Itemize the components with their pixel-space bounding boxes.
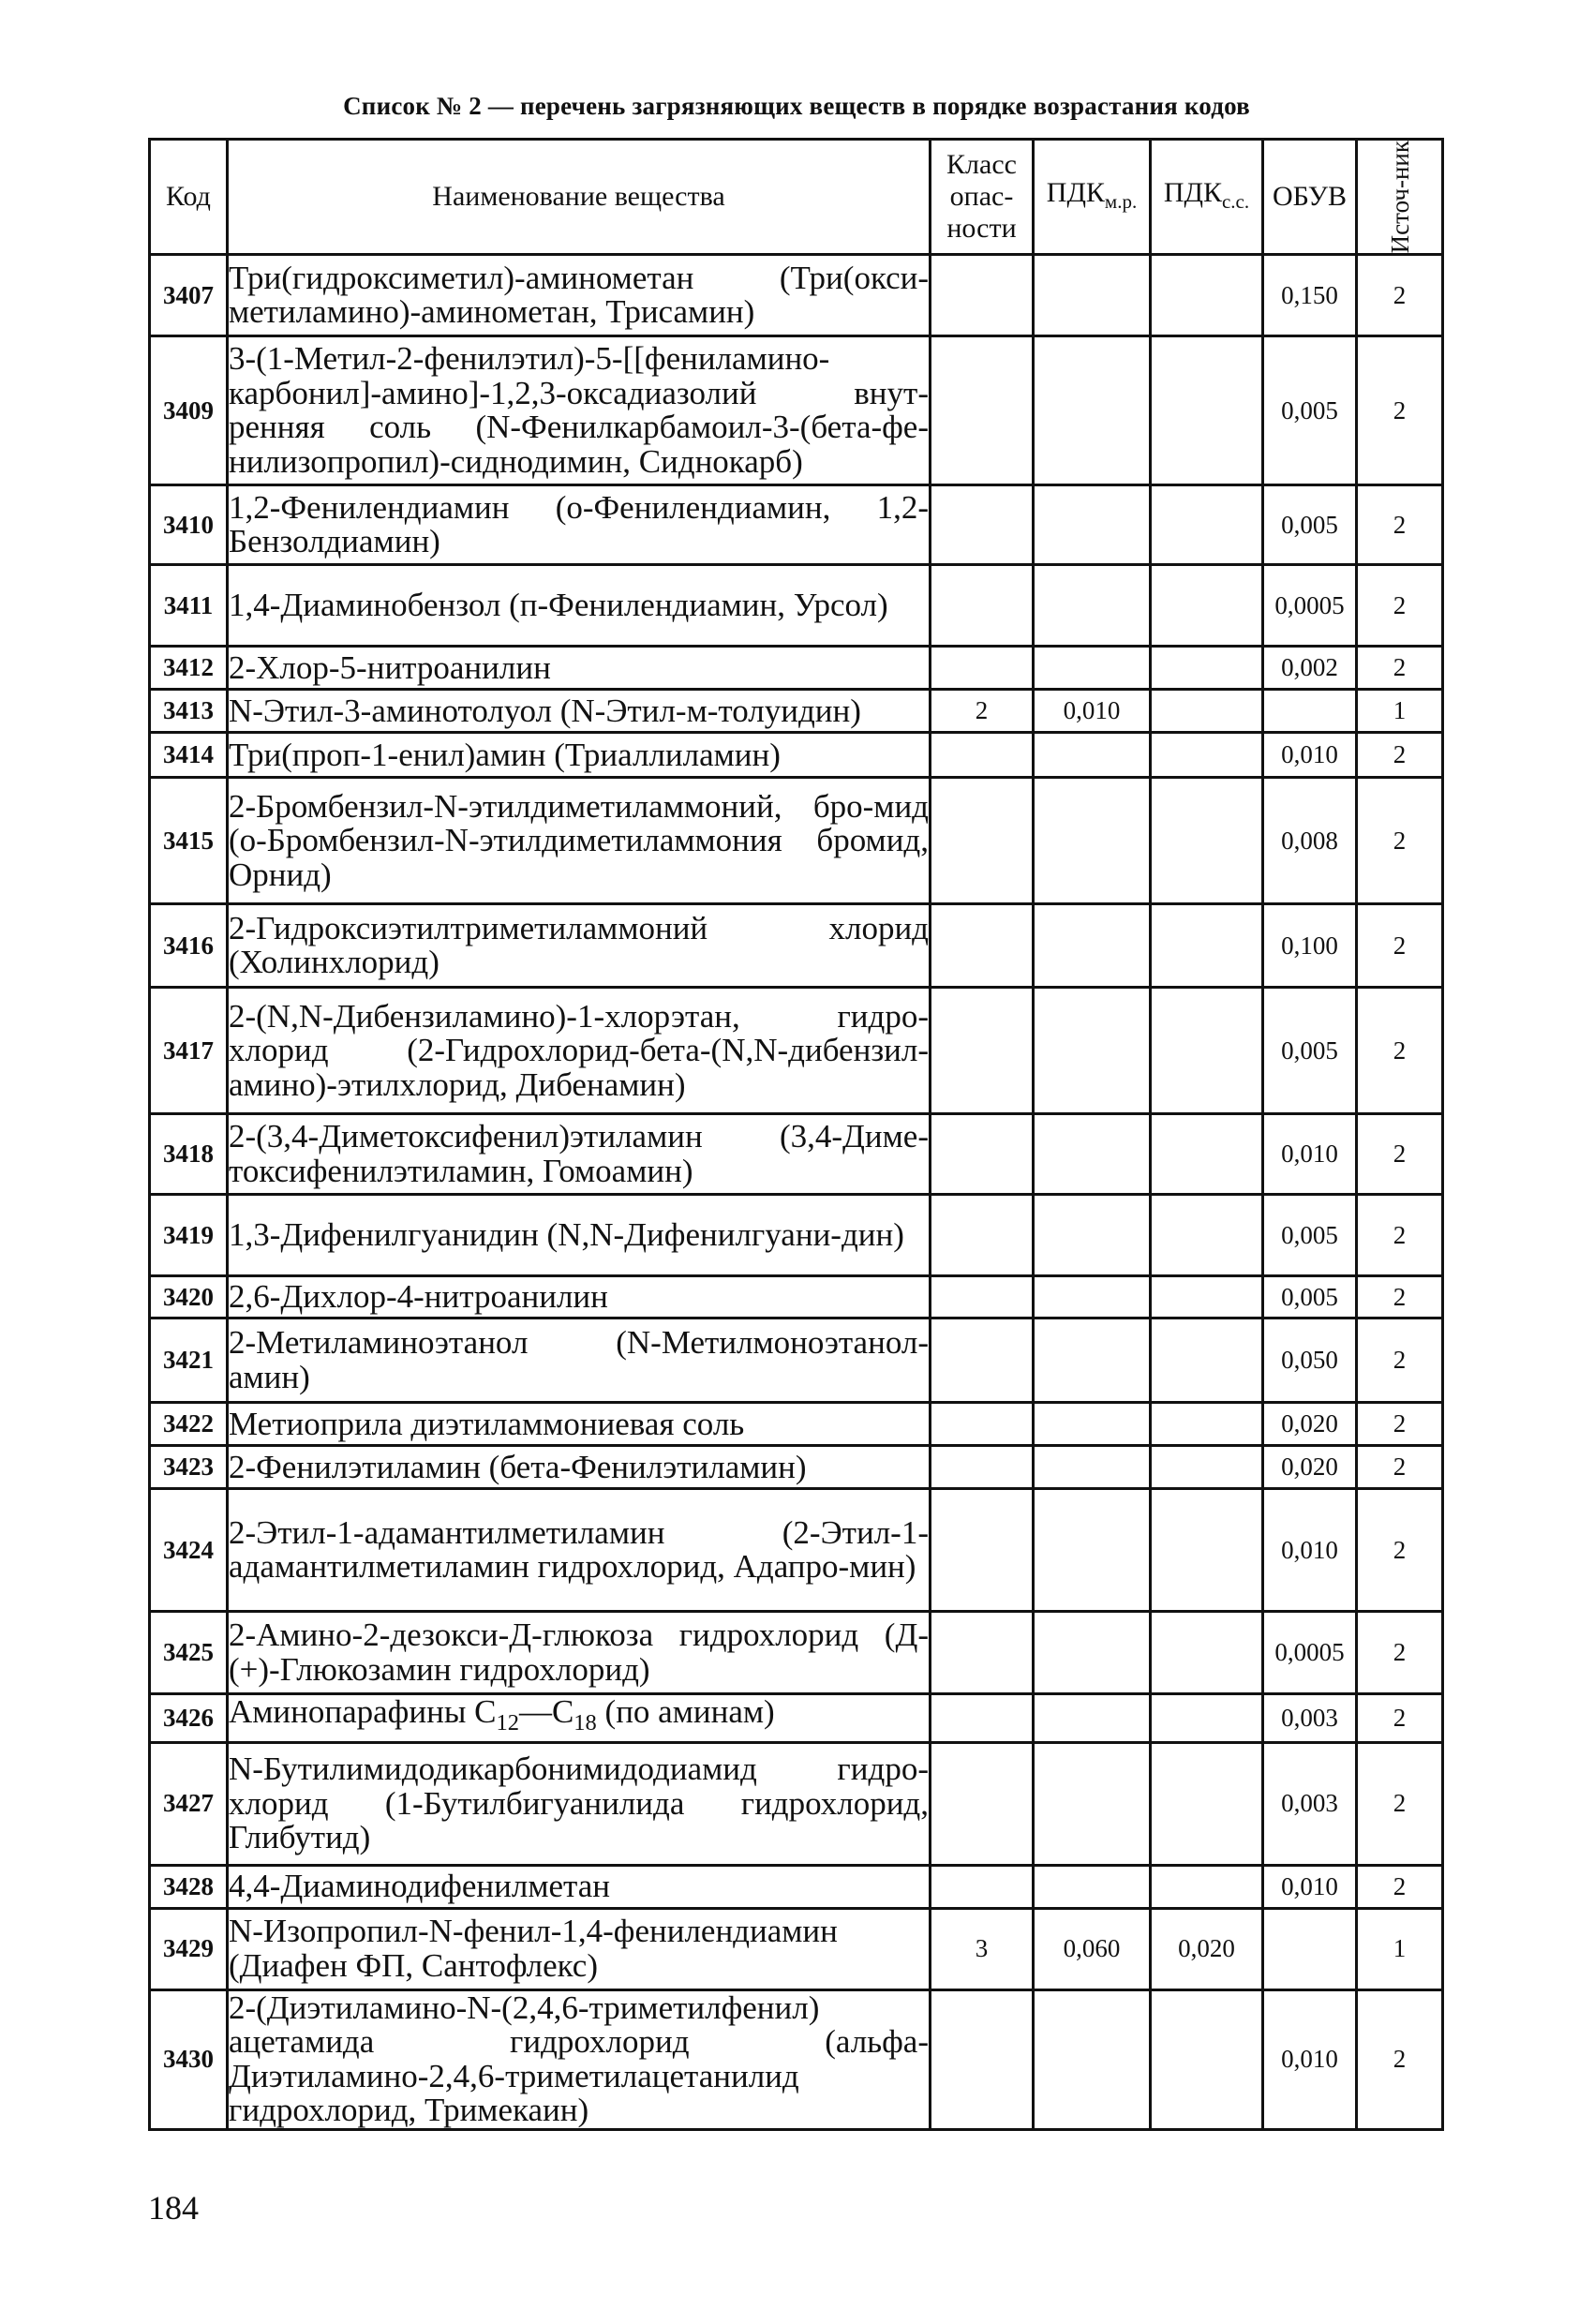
table-row [150,565,1443,647]
table-row [150,1489,1443,1612]
cell-obuv: 0,010 [1263,733,1357,778]
cell-code: 3425 [150,1612,228,1694]
cell-source: 2 [1357,1612,1443,1694]
cell-code: 3416 [150,904,228,988]
cell-pdk-mr [1034,1742,1151,1865]
cell-source: 2 [1357,647,1443,690]
cell-pdk-mr [1034,1446,1151,1489]
table-row [150,647,1443,690]
header-pdk-mr [1034,140,1151,255]
cell-pdk-mr [1034,485,1151,565]
cell-source: 2 [1357,255,1443,336]
table-row [150,1114,1443,1195]
cell-pdk-mr [1034,988,1151,1114]
name-main: Аминопарафины C [229,1693,497,1731]
cell-source: 1 [1357,690,1443,733]
cell-obuv [1263,690,1357,733]
cell-source: 2 [1357,1276,1443,1318]
table-body [150,255,1443,2130]
header-pdk-ss-sub: с.с. [1221,189,1250,213]
cell-name: 2-(3,4-Диметоксифенил)этиламин (3,4-Диме-токсифенилэтиламин, Гомоамин) [228,1114,931,1195]
cell-hazard-class [931,1276,1034,1318]
cell-hazard-class [931,1489,1034,1612]
cell-source: 2 [1357,1403,1443,1446]
cell-pdk-ss [1151,336,1263,485]
header-name: Наименование вещества [228,140,931,255]
cell-code: 3417 [150,988,228,1114]
cell-code: 3418 [150,1114,228,1195]
cell-obuv: 0,0005 [1263,1612,1357,1694]
cell-name: Три(гидроксиметил)-аминометан (Три(окси-метиламино)-аминометан, Трисамин) [228,255,931,336]
table-row [150,1989,1443,2129]
table-row [150,778,1443,904]
cell-pdk-ss [1151,1989,1263,2129]
cell-pdk-mr [1034,1195,1151,1276]
cell-source: 2 [1357,1489,1443,1612]
cell-pdk-ss [1151,485,1263,565]
cell-obuv: 0,020 [1263,1403,1357,1446]
cell-hazard-class [931,1865,1034,1908]
cell-pdk-ss [1151,1446,1263,1489]
cell-obuv: 0,150 [1263,255,1357,336]
header-code: Код [150,140,228,255]
table-row [150,1612,1443,1694]
cell-pdk-ss [1151,1694,1263,1743]
header-hazard-class: Класс опас-ности [931,140,1034,255]
cell-source: 2 [1357,988,1443,1114]
cell-name: 2-(N,N-Дибензиламино)-1-хлорэтан, гидро-хлорид (2-Гидрохлорид-бета-(N,N-дибензил-амино)-этилхлорид, Дибенамин) [228,988,931,1114]
cell-pdk-ss [1151,1742,1263,1865]
cell-name: Метиоприла диэтиламмониевая соль [228,1403,931,1446]
cell-pdk-ss [1151,1276,1263,1318]
cell-obuv: 0,010 [1263,1114,1357,1195]
cell-obuv: 0,003 [1263,1742,1357,1865]
name-tail: (по аминам) [596,1693,775,1731]
cell-pdk-mr [1034,778,1151,904]
cell-pdk-ss [1151,1114,1263,1195]
cell-name: 2-(Диэтиламино-N-(2,4,6-триметилфенил) ацетамида гидрохлорид (альфа-Диэтиламино-2,4,6-триметилацетанилид гидрохлорид, Тримекаин) [229,1989,929,2129]
table-row [150,988,1443,1114]
cell-hazard-class [931,733,1034,778]
cell-code: 3429 [150,1908,228,1989]
cell-obuv: 0,005 [1263,1195,1357,1276]
cell-hazard-class [931,1114,1034,1195]
cell-pdk-ss [1151,1403,1263,1446]
header-source-label: Источ-ник [1385,141,1414,254]
cell-obuv: 0,100 [1263,904,1357,988]
cell-source: 2 [1357,733,1443,778]
cell-hazard-class [931,1612,1034,1694]
header-obuv: ОБУВ [1263,140,1357,255]
cell-pdk-mr [1034,255,1151,336]
cell-obuv: 0,020 [1263,1446,1357,1489]
cell-code: 3423 [150,1446,228,1489]
cell-code: 3413 [150,690,228,733]
cell-pdk-mr [1034,1114,1151,1195]
cell-obuv: 0,0005 [1263,565,1357,647]
cell-name: 1,2-Фенилендиамин (о-Фенилендиамин, 1,2-Бензолдиамин) [228,485,931,565]
cell-code: 3427 [150,1742,228,1865]
cell-pdk-mr [1034,1694,1151,1743]
cell-name: 4,4-Диаминодифенилметан [228,1865,931,1908]
cell-pdk-mr [1034,1276,1151,1318]
cell-code: 3410 [150,485,228,565]
cell-hazard-class [931,485,1034,565]
cell-hazard-class [931,1694,1034,1743]
cell-hazard-class [931,1446,1034,1489]
header-source [1357,140,1443,255]
table-row [150,485,1443,565]
table-row [150,1742,1443,1865]
table-row [150,904,1443,988]
table-row [150,733,1443,778]
cell-name: N-Этил-3-аминотолуол (N-Этил-м-толуидин) [228,690,931,733]
cell-pdk-mr [1034,1612,1151,1694]
cell-pdk-mr [1034,733,1151,778]
cell-pdk-mr [1034,1318,1151,1403]
cell-hazard-class: 3 [931,1908,1034,1989]
cell-hazard-class [931,1195,1034,1276]
cell-name: 2-Этил-1-адамантилметиламин (2-Этил-1-адамантилметиламин гидрохлорид, Адапро-мин) [228,1489,931,1612]
cell-pdk-ss [1151,1195,1263,1276]
table-row [150,1694,1443,1743]
cell-code: 3428 [150,1865,228,1908]
cell-pdk-mr [1034,1403,1151,1446]
cell-name: 2-Фенилэтиламин (бета-Фенилэтиламин) [228,1446,931,1489]
cell-pdk-mr [1034,1489,1151,1612]
cell-pdk-mr [1034,336,1151,485]
cell-name: 1,4-Диаминобензол (п-Фенилендиамин, Урсол) [228,565,931,647]
cell-pdk-mr [1034,565,1151,647]
cell-hazard-class: 2 [931,690,1034,733]
cell-hazard-class [931,1989,1034,2129]
cell-pdk-ss [1151,988,1263,1114]
cell-code: 3420 [150,1276,228,1318]
cell-pdk-ss [1151,904,1263,988]
cell-pdk-ss [1151,733,1263,778]
cell-name: 1,3-Дифенилгуанидин (N,N-Дифенилгуани-дин) [228,1195,931,1276]
cell-obuv: 0,010 [1263,1489,1357,1612]
cell-pdk-mr [1034,904,1151,988]
cell-pdk-ss [1151,565,1263,647]
cell-name: 2-Хлор-5-нитроанилин [228,647,931,690]
table-row [150,1318,1443,1403]
page-number: 184 [148,2189,199,2227]
cell-source: 2 [1357,1318,1443,1403]
name-sub-1: 12 [496,1710,519,1736]
cell-obuv: 0,008 [1263,778,1357,904]
cell-pdk-ss [1151,1318,1263,1403]
cell-code: 3430 [150,1989,228,2129]
cell-hazard-class [931,988,1034,1114]
cell-obuv [1263,1908,1357,1989]
cell-source: 2 [1357,565,1443,647]
name-mid: —C [518,1693,574,1731]
cell-obuv: 0,003 [1263,1694,1357,1743]
cell-pdk-mr [1034,1865,1151,1908]
cell-pdk-ss [1151,647,1263,690]
cell-source: 2 [1357,904,1443,988]
cell-name: 2-Амино-2-дезокси-Д-глюкоза гидрохлорид (Д-(+)-Глюкозамин гидрохлорид) [228,1612,931,1694]
cell-code: 3414 [150,733,228,778]
cell-obuv: 0,005 [1263,485,1357,565]
cell-name: N-Изопропил-N-фенил-1,4-фенилендиамин (Диафен ФП, Сантофлекс) [228,1908,931,1989]
cell-hazard-class [931,1403,1034,1446]
cell-name: 2-Метиламиноэтанол (N-Метилмоноэтанол-амин) [228,1318,931,1403]
cell-pdk-mr [1034,1989,1151,2129]
cell-hazard-class [931,1318,1034,1403]
cell-pdk-ss [1151,1612,1263,1694]
header-pdk-mr-base: ПДК [1046,176,1105,208]
cell-code: 3419 [150,1195,228,1276]
cell-source: 2 [1357,485,1443,565]
cell-pdk-mr: 0,010 [1034,690,1151,733]
header-pdk-mr-sub: м.р. [1104,189,1138,213]
cell-code: 3422 [150,1403,228,1446]
cell-source: 2 [1357,1989,1443,2129]
table-row [150,1403,1443,1446]
cell-source: 2 [1357,1446,1443,1489]
cell-code: 3412 [150,647,228,690]
cell-obuv: 0,005 [1263,988,1357,1114]
cell-code: 3415 [150,778,228,904]
cell-pdk-ss [1151,778,1263,904]
cell-source: 2 [1357,778,1443,904]
cell-code: 3424 [150,1489,228,1612]
header-pdk-ss-base: ПДК [1163,176,1222,208]
cell-pdk-mr [1034,647,1151,690]
table-row [150,1195,1443,1276]
cell-name: 2,6-Дихлор-4-нитроанилин [228,1276,931,1318]
cell-code: 3421 [150,1318,228,1403]
cell-name: Три(проп-1-енил)амин (Триаллиламин) [228,733,931,778]
cell-obuv: 0,005 [1263,1276,1357,1318]
cell-hazard-class [931,904,1034,988]
cell-pdk-mr: 0,060 [1034,1908,1151,1989]
cell-name: 2-Бромбензил-N-этилдиметиламмоний, бро-мид (о-Бромбензил-N-этилдиметиламмония бромид, Орнид) [228,778,931,904]
table-row [150,1908,1443,1989]
header-pdk-ss [1151,140,1263,255]
cell-obuv: 0,010 [1263,1865,1357,1908]
table-row [150,255,1443,336]
table-row [150,1865,1443,1908]
cell-hazard-class [931,336,1034,485]
cell-pdk-ss [1151,690,1263,733]
cell-pdk-ss [1151,1865,1263,1908]
header-row [150,140,1443,255]
cell-source: 2 [1357,1195,1443,1276]
cell-source: 2 [1357,1694,1443,1743]
page-title: Список № 2 — перечень загрязняющих веществ в порядке возрастания кодов [343,92,1250,120]
cell-obuv: 0,002 [1263,647,1357,690]
cell-code: 3411 [150,565,228,647]
cell-code: 3426 [150,1694,228,1743]
cell-obuv: 0,050 [1263,1318,1357,1403]
cell-name: N-Бутилимидодикарбонимидодиамид гидро-хлорид (1-Бутилбигуанилида гидрохлорид, Глибутид) [228,1742,931,1865]
cell-source: 2 [1357,1865,1443,1908]
cell-pdk-ss [1151,1489,1263,1612]
name-sub-2: 18 [574,1710,597,1736]
cell-name: 3-(1-Метил-2-фенилэтил)-5-[[фениламино-карбонил]-амино]-1,2,3-оксадиазолий внут-ренняя соль (N-Фенилкарбамоил-3-(бета-фе-нилизопропил)-сиднодимин, Сиднокарб) [228,336,931,485]
cell-name: 2-Гидроксиэтилтриметиламмоний хлорид (Холинхлорид) [228,904,931,988]
cell-source: 1 [1357,1908,1443,1989]
cell-source: 2 [1357,1742,1443,1865]
substances-table [148,138,1444,2131]
cell-obuv: 0,005 [1263,336,1357,485]
cell-name [228,1694,931,1743]
cell-code: 3409 [150,336,228,485]
cell-hazard-class [931,1742,1034,1865]
cell-hazard-class [931,565,1034,647]
cell-code: 3407 [150,255,228,336]
cell-hazard-class [931,255,1034,336]
table-row [150,1446,1443,1489]
table-row [150,690,1443,733]
cell-hazard-class [931,778,1034,904]
cell-source: 2 [1357,336,1443,485]
table-row [150,1276,1443,1318]
cell-source: 2 [1357,1114,1443,1195]
cell-obuv: 0,010 [1263,1989,1357,2129]
cell-hazard-class [931,647,1034,690]
cell-pdk-ss [1151,255,1263,336]
cell-pdk-ss: 0,020 [1151,1908,1263,1989]
table-row [150,336,1443,485]
